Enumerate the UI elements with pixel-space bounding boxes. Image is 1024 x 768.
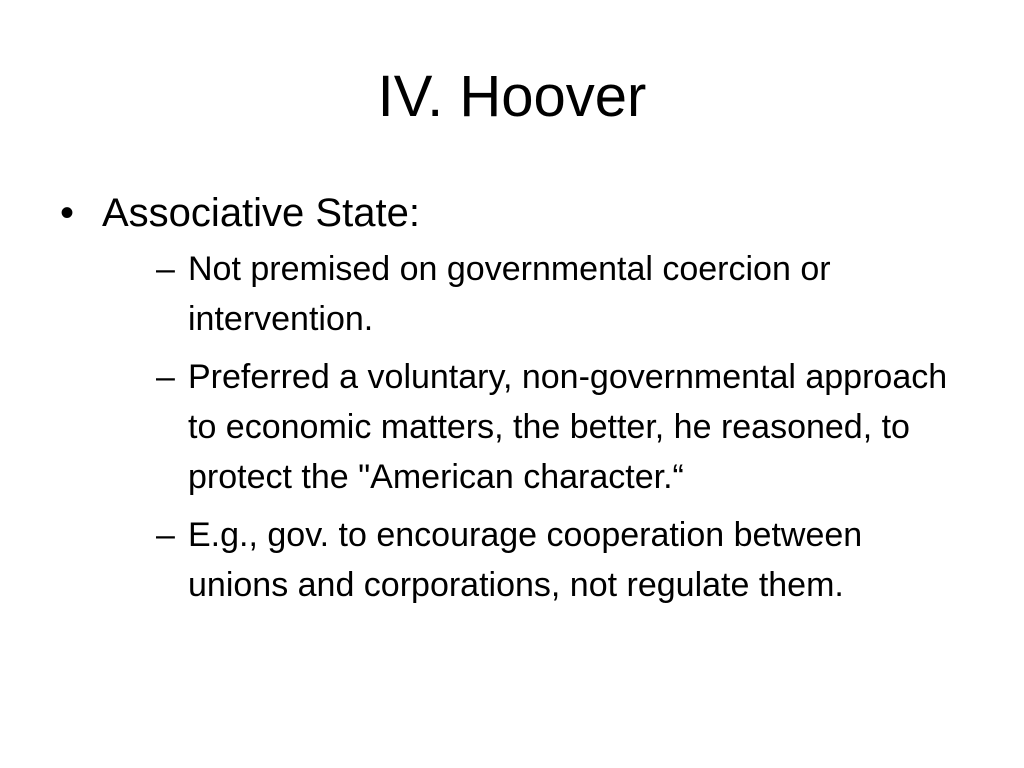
- slide-title: IV. Hoover: [377, 64, 647, 129]
- bullet-text: Associative State:: [102, 191, 420, 235]
- sub-bullet-item: [146, 510, 960, 610]
- dash-marker: –: [156, 516, 175, 554]
- sub-bullet-item: [146, 244, 960, 344]
- sub-bullet-item: [146, 352, 960, 502]
- sub-bullet-text: Preferred a voluntary, non-governmental approach to economic matters, the better, he reasoned, to protect the "American character.“: [188, 358, 948, 496]
- sub-bullet-text: E.g., gov. to encourage cooperation between unions and corporations, not regulate them.: [188, 516, 863, 604]
- sub-bullet-list: [102, 244, 960, 610]
- dash-marker: –: [156, 250, 175, 288]
- bullet-list: [60, 188, 960, 618]
- dash-marker: –: [156, 358, 175, 396]
- sub-bullet-text: Not premised on governmental coercion or intervention.: [188, 250, 831, 338]
- bullet-item: [60, 188, 960, 610]
- bullet-marker: •: [60, 191, 75, 235]
